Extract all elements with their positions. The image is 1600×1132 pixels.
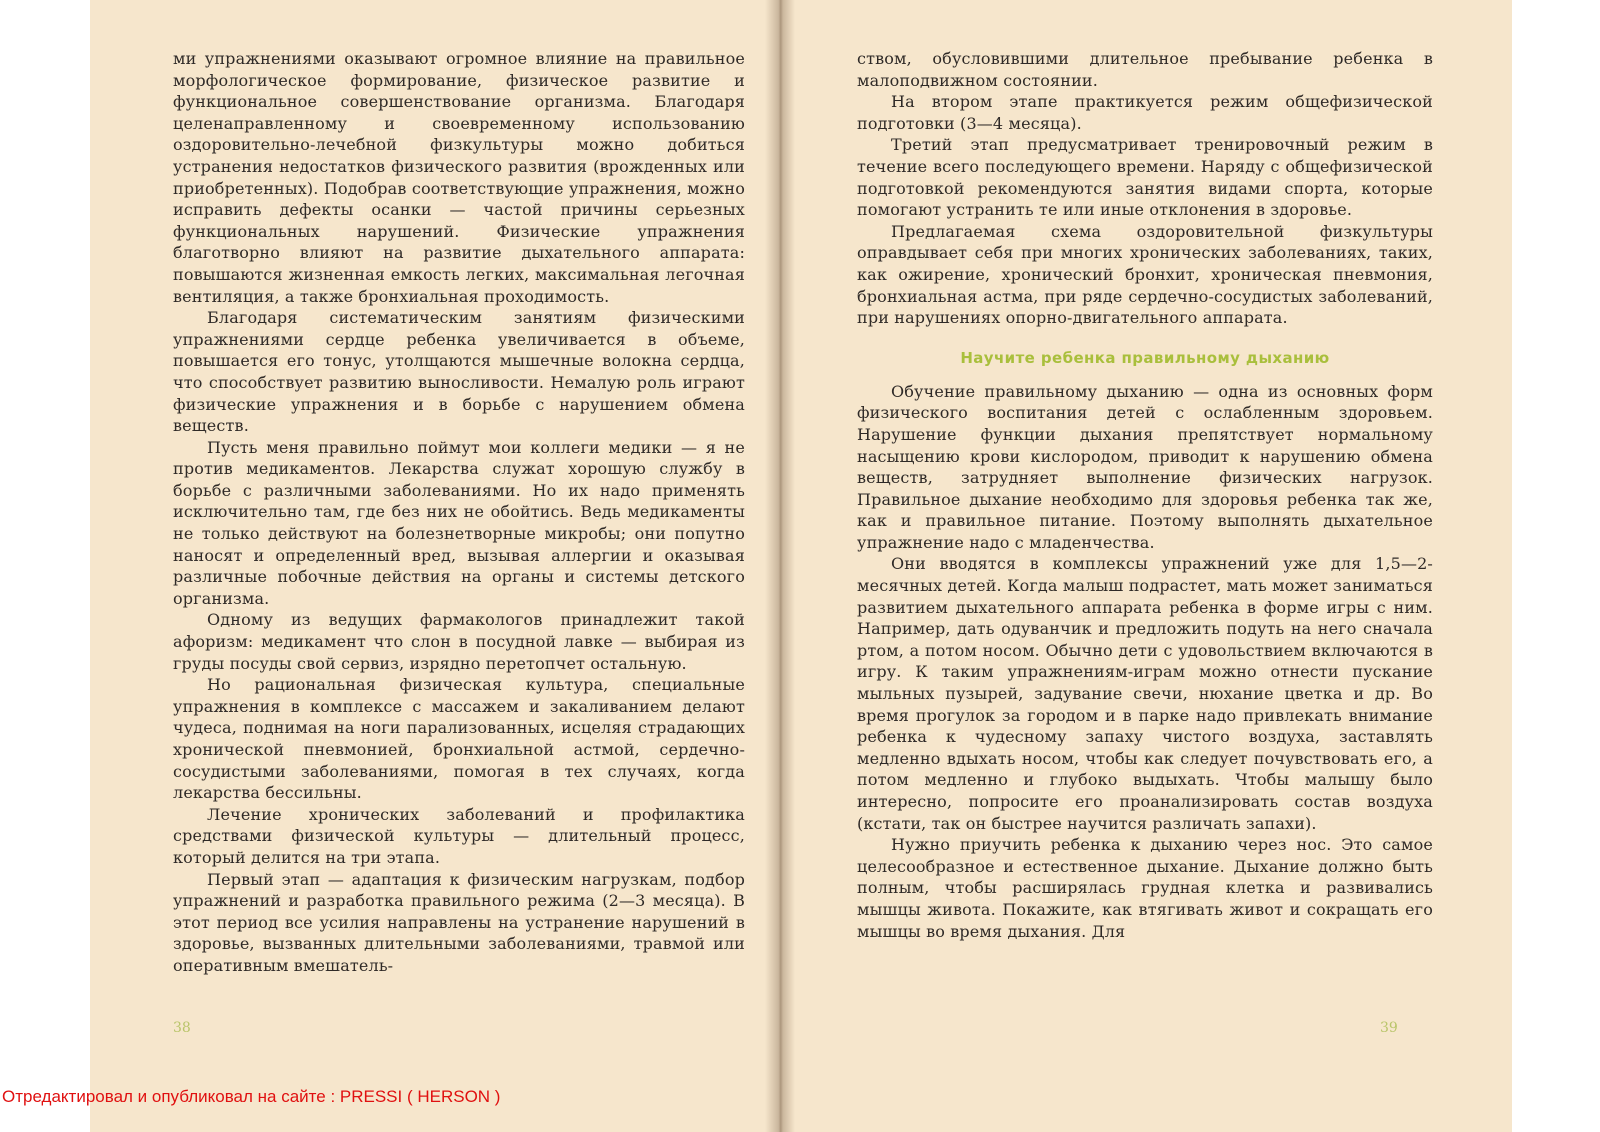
left-page: [173, 48, 745, 977]
left-paragraph-4: Одному из ведущих фармакологов принадлежит такой афоризм: медикамент что слон в посудной лавке — выбирая из груды посуды свой сервиз, изрядно перетопчет остальную.: [173, 610, 745, 673]
section-heading: Научите ребенка правильному дыханию: [960, 348, 1330, 367]
left-paragraph-2: Благодаря систематическим занятиям физическими упражнениями сердце ребенка увеличивается в объеме, повышается его тонус, утолщаются мышечные волокна сердца, что способствует развитию выносливости. Немалую роль играют физические упражнения и в борьбе с нарушением обмена веществ.: [173, 308, 745, 436]
publisher-credit: Отредактировал и опубликовал на сайте : PRESSI ( HERSON ): [2, 1087, 501, 1106]
right-paragraph-7: Нужно приучить ребенка к дыханию через нос. Это самое целесообразное и естественное дыхание. Дыхание должно быть полным, чтобы расширялась грудная клетка и развивались мышцы живота. Покажите, как втягивать живот и сокращать его мышцы во время дыхания. Для: [857, 835, 1433, 941]
right-paragraph-1: ством, обусловившими длительное пребывание ребенка в малоподвижном состоянии.: [857, 49, 1433, 90]
book-spread: [90, 0, 1512, 1132]
left-paragraph-7: Первый этап — адаптация к физическим нагрузкам, подбор упражнений и разработка правильного режима (2—3 месяца). В этот период все усилия направлены на устранение нарушений в здоровье, вызванных длительными заболеваниями, травмой или оперативным вмешатель-: [173, 869, 745, 975]
left-paragraph-5: Но рациональная физическая культура, специальные упражнения в комплексе с массажем и закаливанием делают чудеса, поднимая на ноги парализованных, исцеляя страдающих хронической пневмонией, бронхиальной астмой, сердечно-сосудистыми заболеваниями, помогая в тех случаях, когда лекарства бессильны.: [173, 675, 745, 803]
left-paragraph-6: Лечение хронических заболеваний и профилактика средствами физической культуры — длительный процесс, который делится на три этапа.: [173, 804, 745, 867]
book-gutter: [765, 0, 795, 1132]
right-paragraph-4: Предлагаемая схема оздоровительной физкультуры оправдывает себя при многих хронических заболеваниях, таких, как ожирение, хронический бронхит, хроническая пневмония, бронхиальная астма, при ряде сердечно-сосудистых заболеваний, при нарушениях опорно-двигательного аппарата.: [857, 221, 1433, 328]
right-page-number: 39: [1380, 1020, 1398, 1036]
right-paragraph-3: Третий этап предусматривает тренировочный режим в течение всего последующего времени. Наряду с общефизической подготовкой рекомендуются занятия видами спорта, которые помогают устранить те или иные отклонения в здоровье.: [857, 135, 1433, 220]
right-paragraph-2: На втором этапе практикуется режим общефизической подготовки (3—4 месяца).: [857, 92, 1433, 133]
left-paragraph-1: ми упражнениями оказывают огромное влияние на правильное морфологическое формирование, физическое развитие и функциональное совершенствование организма. Благодаря целенаправленному и своевременному использованию оздоровительно-лечебной физкультуры можно добиться устранения недостатков физического развития (врожденных или приобретенных). Подобрав соответствующие упражнения, можно исправить дефекты осанки — частой причины серьезных функциональных нарушений. Физические упражнения благотворно влияют на развитие дыхательного аппарата: повышаются жизненная емкость легких, максимальная легочная вентиляция, а также бронхиальная проходимость.: [173, 49, 745, 306]
right-paragraph-6: Они вводятся в комплексы упражнений уже для 1,5—2-месячных детей. Когда малыш подрастет, мать может заниматься развитием дыхательного аппарата ребенка в форме игры с ним. Например, дать одуванчик и предложить подуть на него сначала ртом, а потом носом. Обычно дети с удовольствием включаются в игру. К таким упражнениям-играм можно отнести пускание мыльных пузырей, задувание свечи, нюхание цветка и др. Во время прогулок за городом и в парке надо привлекать внимание ребенка к чудесному запаху чистого воздуха, заставлять медленно вдыхать носом, чтобы как следует почувствовать его, а потом медленно и глубоко выдыхать. Чтобы малышу было интересно, попросите его проанализировать состав воздуха (кстати, так он быстрее научится различать запахи).: [857, 554, 1433, 833]
left-page-number: 38: [173, 1020, 191, 1036]
right-page: [857, 48, 1433, 942]
left-paragraph-3: Пусть меня правильно поймут мои коллеги медики — я не против медикаментов. Лекарства служат хорошую службу в борьбе с различными заболеваниями. Но их надо применять исключительно там, где без них не обойтись. Ведь медикаменты не только действуют на болезнетворные микробы; они попутно наносят и определенный вред, вызывая аллергии и оказывая различные побочные действия на органы и системы детского организма.: [173, 437, 745, 608]
right-paragraph-5: Обучение правильному дыханию — одна из основных форм физического воспитания детей с ослабленным здоровьем. Нарушение функции дыхания препятствует нормальному насыщению крови кислородом, приводит к нарушению обмена веществ, затрудняет выполнение физических нагрузок. Правильное дыхание необходимо для здоровья ребенка так же, как и правильное питание. Поэтому выполнять дыхательное упражнение надо с младенчества.: [857, 381, 1433, 552]
